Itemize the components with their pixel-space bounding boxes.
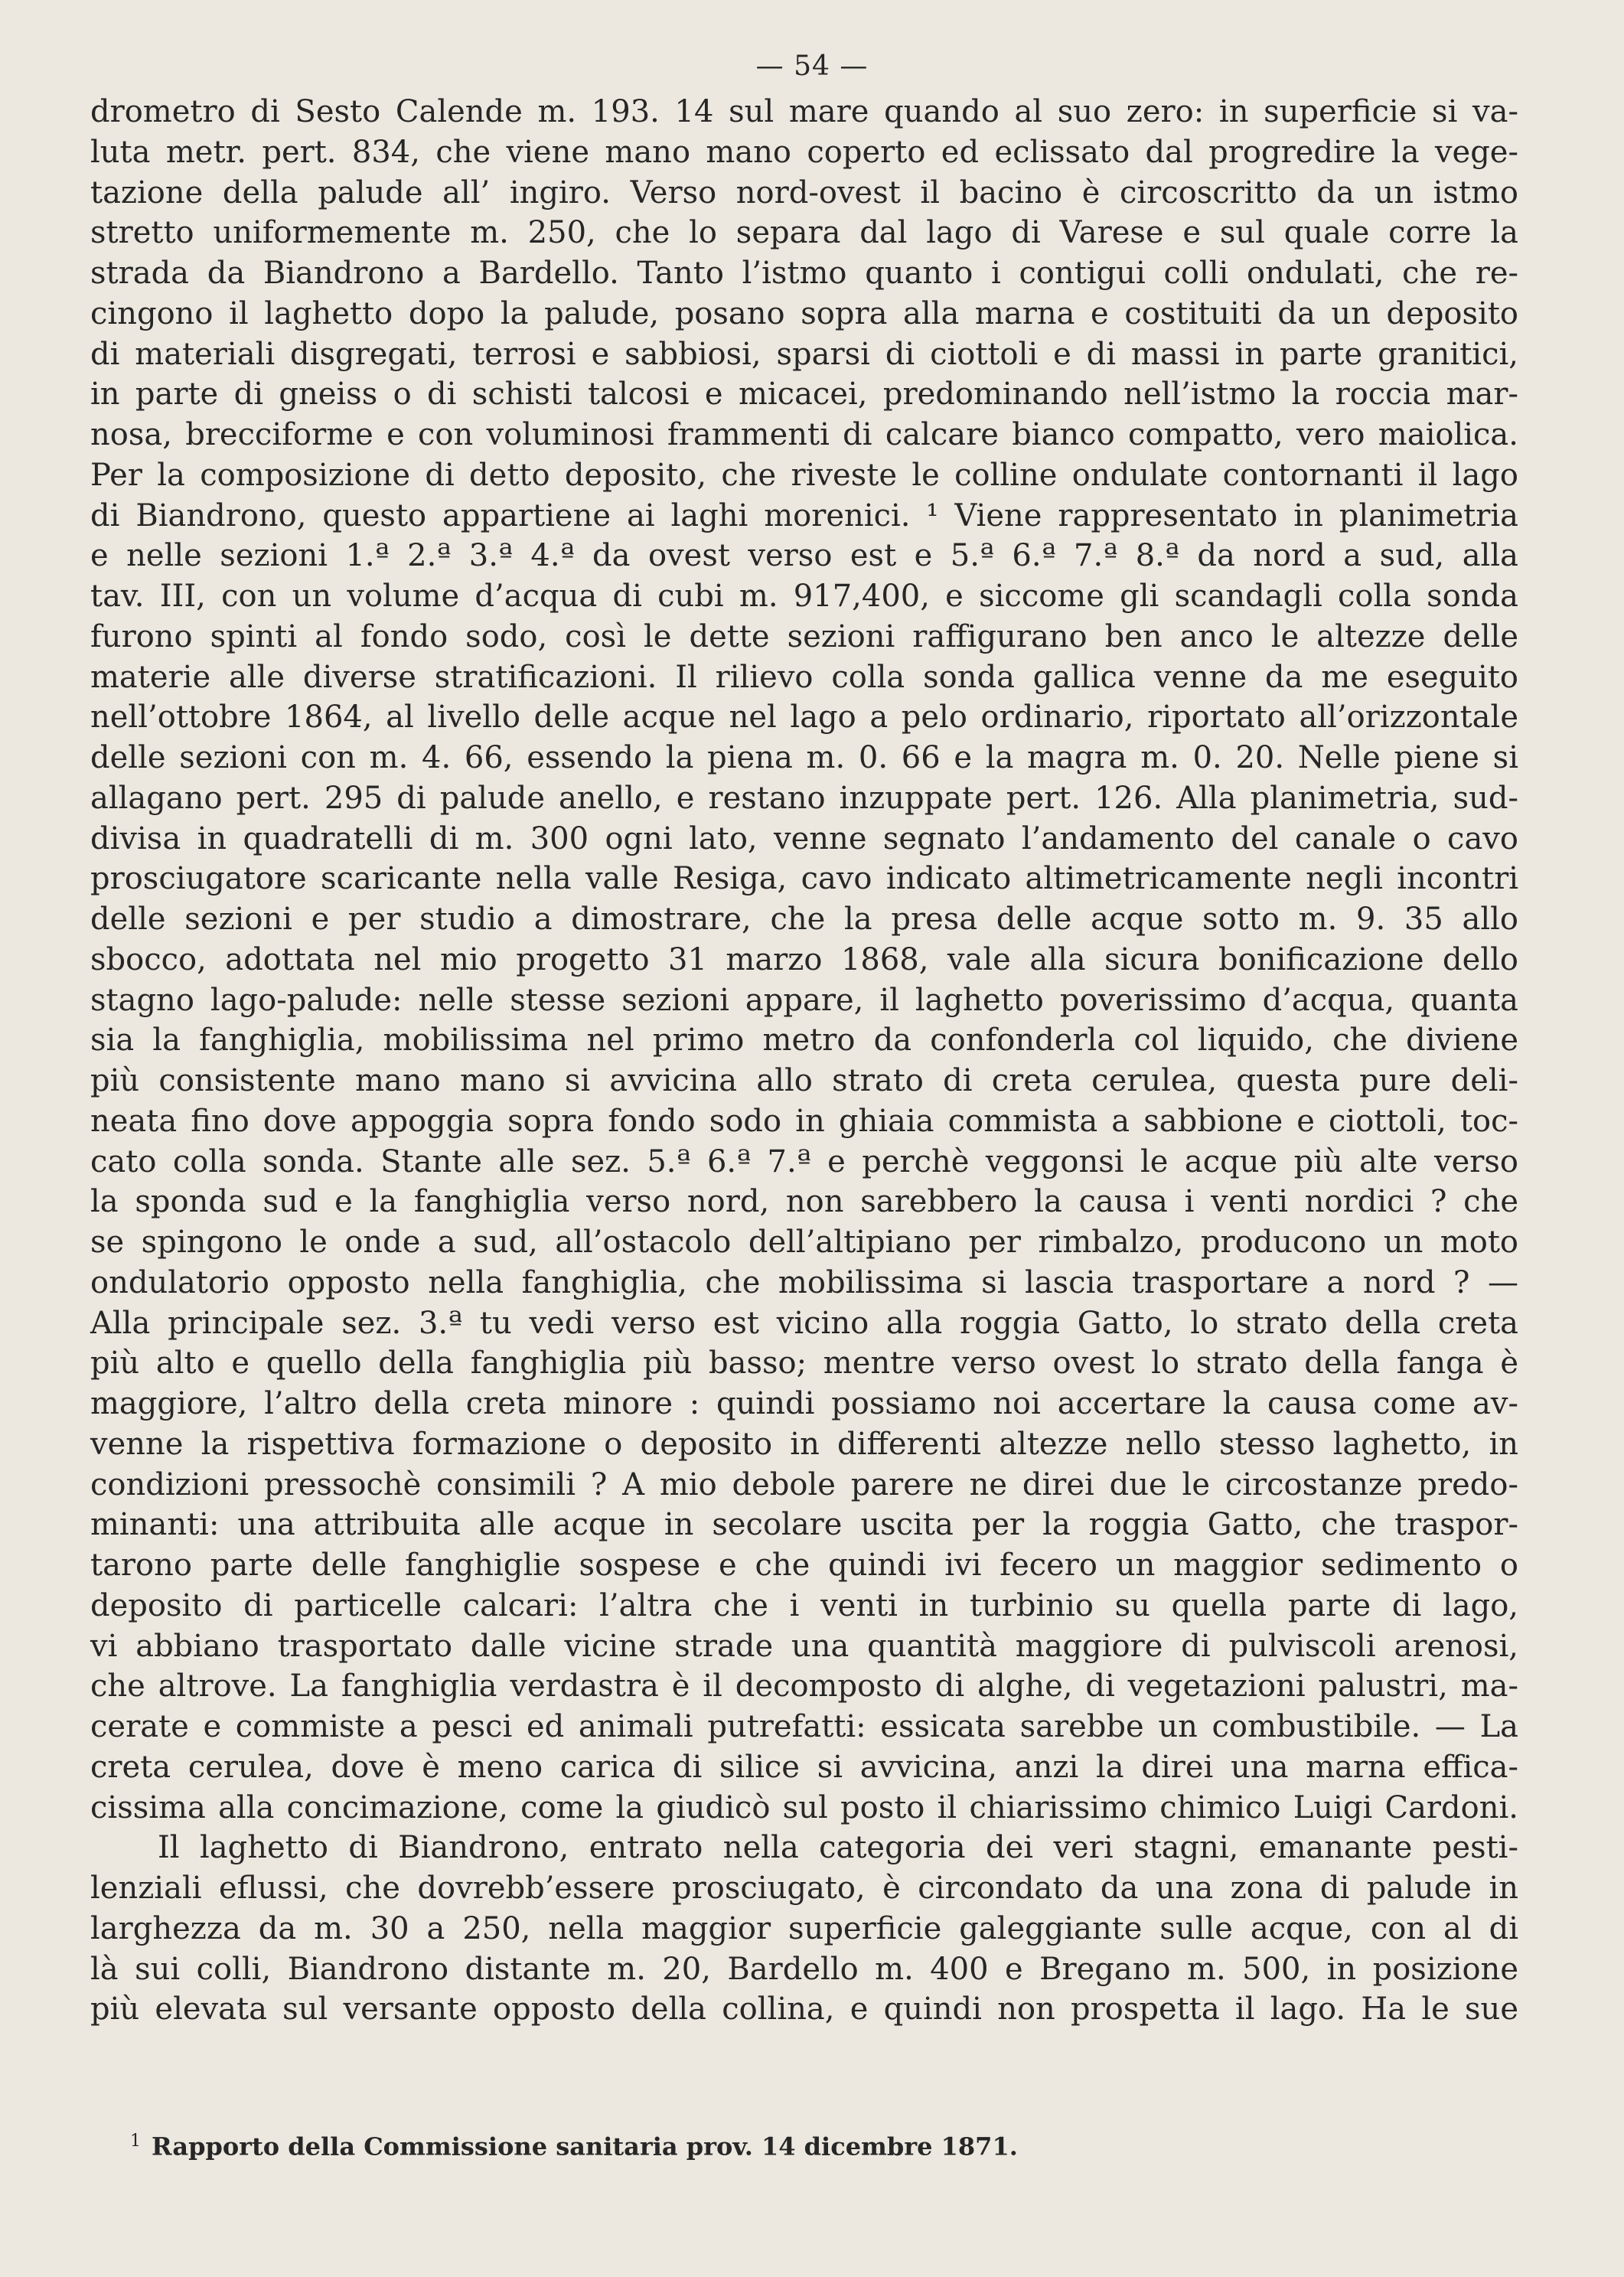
text-line: materie alle diverse stratificazioni. Il rilievo colla sonda gallica venne da me eseguito (90, 659, 1518, 695)
text-line: di materiali disgregati, terrosi e sabbiosi, sparsi di ciottoli e di massi in parte granitici, (90, 336, 1518, 372)
text-line: stagno lago-palude: nelle stesse sezioni appare, il laghetto poverissimo d’acqua, quanta (90, 982, 1518, 1018)
text-line: minanti: una attribuita alle acque in secolare uscita per la roggia Gatto, che traspor- (90, 1507, 1518, 1543)
text-line: più alto e quello della fanghiglia più basso; mentre verso ovest lo strato della fanga è (90, 1346, 1518, 1382)
body-text (90, 92, 1518, 2030)
text-line: tazione della palude all’ ingiro. Verso nord-ovest il bacino è circoscritto da un istmo (90, 175, 1518, 210)
text-line: e nelle sezioni 1.ª 2.ª 3.ª 4.ª da ovest verso est e 5.ª 6.ª 7.ª 8.ª da nord a sud, alla (90, 538, 1518, 574)
footnote (130, 2132, 1018, 2161)
text-line: stretto uniformemente m. 250, che lo separa dal lago di Varese e sul quale corre la (90, 215, 1518, 251)
text-line: sbocco, adottata nel mio progetto 31 marzo 1868, vale alla sicura bonificazione dello (90, 941, 1518, 977)
text-line: la sponda sud e la fanghiglia verso nord, non sarebbero la causa i venti nordici ? che (90, 1184, 1518, 1220)
text-line: là sui colli, Biandrono distante m. 20, Bardello m. 400 e Bregano m. 500, in posizione (90, 1951, 1518, 1987)
text-line: più consistente mano mano si avvicina allo strato di creta cerulea, questa pure deli- (90, 1063, 1518, 1098)
text-line: allagano pert. 295 di palude anello, e restano inzuppate pert. 126. Alla planimetria, sud- (90, 780, 1518, 816)
footnote-marker: 1 (130, 2132, 141, 2151)
text-line: strada da Biandrono a Bardello. Tanto l’istmo quanto i contigui colli ondulati, che re- (90, 256, 1518, 291)
text-line: che altrove. La fanghiglia verdastra è il decomposto di alghe, di vegetazioni palustri, ma- (90, 1669, 1518, 1704)
text-line: nosa, brecciforme e con voluminosi frammenti di calcare bianco compatto, vero maiolica. (90, 417, 1518, 452)
text-line: cingono il laghetto dopo la palude, posano sopra alla marna e costituiti da un deposito (90, 295, 1518, 331)
text-line: prosciugatore scaricante nella valle Resiga, cavo indicato altimetricamente negli incontri (90, 861, 1518, 897)
footnote-text: Rapporto della Commissione sanitaria prov. 14 dicembre 1871. (152, 2132, 1018, 2161)
text-line: divisa in quadratelli di m. 300 ogni lato, venne segnato l’andamento del canale o cavo (90, 820, 1518, 856)
text-line: ondulatorio opposto nella fanghiglia, che mobilissima si lascia trasportare a nord ? — (90, 1264, 1518, 1300)
text-line: vi abbiano trasportato dalle vicine strade una quantità maggiore di pulviscoli arenosi, (90, 1628, 1518, 1664)
text-line: cissima alla concimazione, come la giudicò sul posto il chiarissimo chimico Luigi Cardoni. (90, 1789, 1518, 1825)
text-line: nell’ottobre 1864, al livello delle acque nel lago a pelo ordinario, riportato all’orizzontale (90, 700, 1518, 736)
text-line: più elevata sul versante opposto della collina, e quindi non prospetta il lago. Ha le sue (90, 1992, 1518, 2027)
text-line: delle sezioni con m. 4. 66, essendo la piena m. 0. 66 e la magra m. 0. 20. Nelle piene si (90, 740, 1518, 775)
text-line: cato colla sonda. Stante alle sez. 5.ª 6.ª 7.ª e perchè veggonsi le acque più alte verso (90, 1143, 1518, 1179)
text-line: in parte di gneiss o di schisti talcosi e micacei, predominando nell’istmo la roccia mar- (90, 377, 1518, 413)
text-line: cerate e commiste a pesci ed animali putrefatti: essicata sarebbe un combustibile. — La (90, 1709, 1518, 1744)
text-line: maggiore, l’altro della creta minore : quindi possiamo noi accertare la causa come av- (90, 1386, 1518, 1421)
text-line: deposito di particelle calcari: l’altra che i venti in turbinio su quella parte di lago, (90, 1587, 1518, 1623)
text-line: furono spinti al fondo sodo, così le dette sezioni raffigurano ben anco le altezze delle (90, 618, 1518, 654)
text-line: Il laghetto di Biandrono, entrato nella categoria dei veri stagni, emanante pesti- (158, 1830, 1518, 1866)
text-line: larghezza da m. 30 a 250, nella maggior superficie galeggiante sulle acque, con al di (90, 1910, 1518, 1946)
text-line: venne la rispettiva formazione o deposito in differenti altezze nello stesso laghetto, in (90, 1426, 1518, 1462)
text-line: Per la composizione di detto deposito, che riveste le colline ondulate contornanti il lago (90, 457, 1518, 493)
text-line: luta metr. pert. 834, che viene mano mano coperto ed eclissato dal progredire la vege- (90, 134, 1518, 170)
text-line: tarono parte delle fanghiglie sospese e che quindi ivi fecero un maggior sedimento o (90, 1548, 1518, 1583)
text-line: creta cerulea, dove è meno carica di silice si avvicina, anzi la direi una marna effica- (90, 1749, 1518, 1785)
text-line: tav. III, con un volume d’acqua di cubi m. 917,400, e siccome gli scandagli colla sonda (90, 579, 1518, 614)
text-line: drometro di Sesto Calende m. 193. 14 sul mare quando al suo zero: in superficie si va- (90, 94, 1518, 129)
text-line: neata fino dove appoggia sopra fondo sodo in ghiaia commista a sabbione e ciottoli, toc- (90, 1103, 1518, 1139)
text-line: sia la fanghiglia, mobilissima nel primo metro da confonderla col liquido, che diviene (90, 1023, 1518, 1059)
text-line: condizioni pressochè consimili ? A mio debole parere ne direi due le circostanze predo- (90, 1466, 1518, 1502)
text-line: delle sezioni e per studio a dimostrare, che la presa delle acque sotto m. 9. 35 allo (90, 902, 1518, 937)
text-line: lenziali eflussi, che dovrebb’essere prosciugato, è circondato da una zona di palude in (90, 1871, 1518, 1906)
text-line: se spingono le onde a sud, all’ostacolo dell’altipiano per rimbalzo, producono un moto (90, 1225, 1518, 1260)
text-line: Alla principale sez. 3.ª tu vedi verso est vicino alla roggia Gatto, lo strato della creta (90, 1305, 1518, 1341)
page-number: — 54 — (755, 51, 869, 82)
text-line: di Biandrono, questo appartiene ai laghi morenici. ¹ Viene rappresentato in planimetria (90, 497, 1518, 533)
